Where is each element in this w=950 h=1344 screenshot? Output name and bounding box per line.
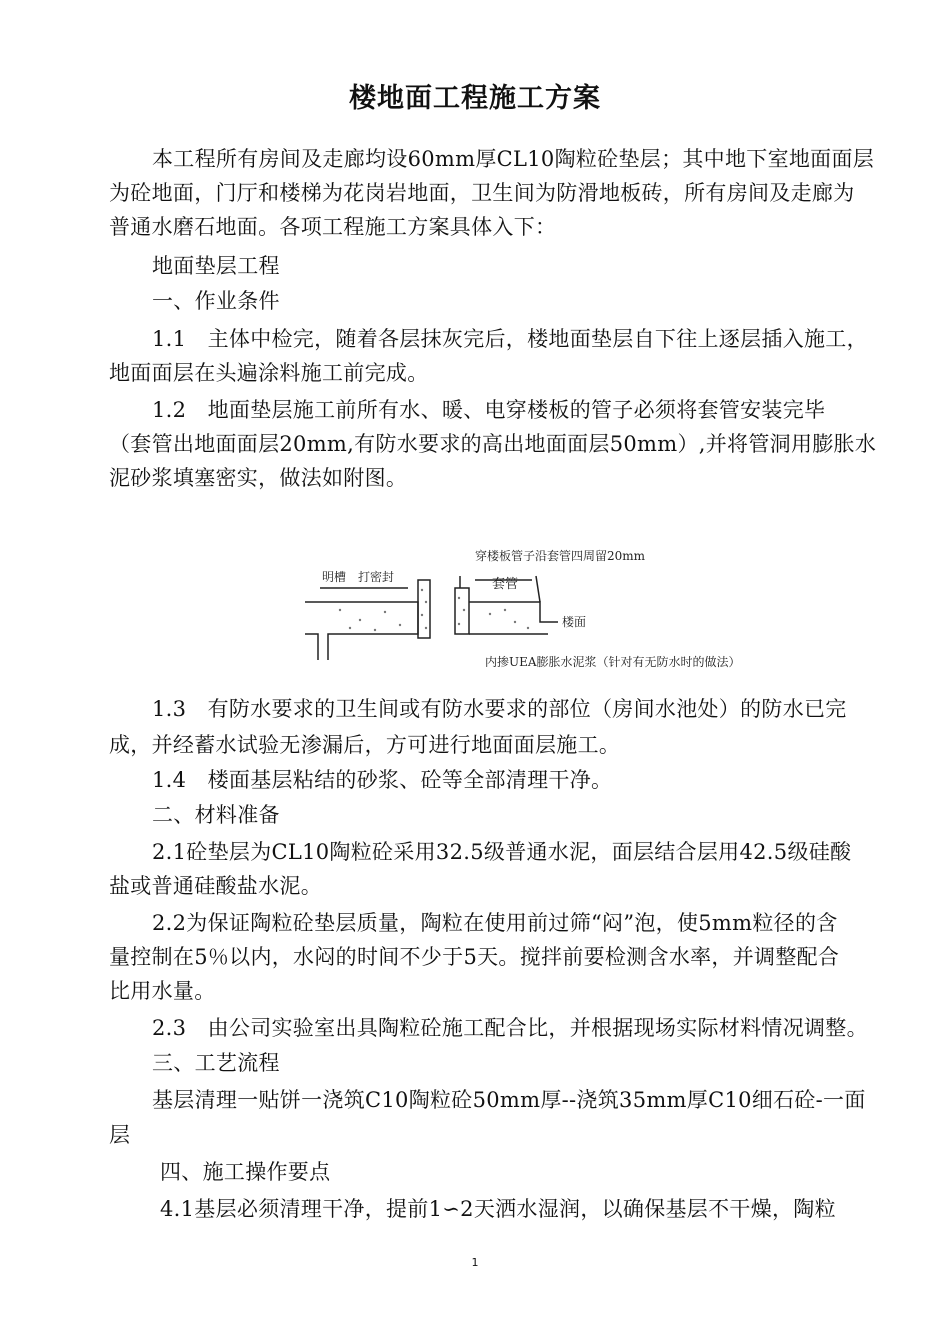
figure-caption-top: 穿楼板管子沿套管四周留20mm (475, 549, 646, 563)
figure-label-left: 明槽 打密封 (322, 570, 395, 584)
paragraph-line: 本工程所有房间及走廊均设60mm厚CL10陶粒砼垫层；其中地下室地面面层 (152, 147, 875, 171)
figure-caption-bottom: 内掺UEA膨胀水泥浆（针对有无防水时的做法） (485, 655, 741, 669)
paragraph-line: 2.3 由公司实验室出具陶粒砼施工配合比，并根据现场实际材料情况调整。 (152, 1016, 868, 1040)
paragraph-line: 1.4 楼面基层粘结的砂浆、砼等全部清理干净。 (152, 768, 613, 792)
paragraph-line: （套管出地面面层20mm,有防水要求的高出地面面层50mm）,并将管洞用膨胀水 (109, 432, 877, 456)
pipe-sleeve-diagram (300, 540, 780, 675)
paragraph-line: 层 (109, 1123, 131, 1147)
section-heading: 三、工艺流程 (152, 1051, 280, 1075)
page-title: 楼地面工程施工方案 (349, 83, 601, 114)
paragraph-line: 普通水磨石地面。各项工程施工方案具体入下： (109, 215, 557, 239)
paragraph-line: 2.1砼垫层为CL10陶粒砼采用32.5级普通水泥，面层结合层用42.5级硅酸 (152, 840, 852, 864)
paragraph-line: 量控制在5％以内，水闷的时间不少于5天。搅拌前要检测含水率，并调整配合 (109, 945, 840, 969)
paragraph-line: 为砼地面，门厅和楼梯为花岗岩地面，卫生间为防滑地板砖，所有房间及走廊为 (109, 181, 855, 205)
paragraph-line: 地面面层在头遍涂料施工前完成。 (109, 361, 429, 385)
section-heading: 四、施工操作要点 (160, 1160, 331, 1184)
paragraph-line: 盐或普通硅酸盐水泥。 (109, 874, 322, 898)
paragraph-line: 泥砂浆填塞密实，做法如附图。 (109, 466, 408, 490)
paragraph-line: 1.2 地面垫层施工前所有水、暖、电穿楼板的管子必须将套管安装完毕 (152, 398, 826, 422)
figure-label-floor: 楼面 (562, 615, 587, 629)
paragraph-line: 基层清理一贴饼一浇筑C10陶粒砼50mm厚--浇筑35mm厚C10细石砼-一面 (152, 1088, 866, 1112)
figure-label-sleeve: 套管 (492, 577, 519, 592)
paragraph-line: 2.2为保证陶粒砼垫层质量，陶粒在使用前过筛“闷”泡，使5mm粒径的含 (152, 911, 838, 935)
paragraph-line: 1.3 有防水要求的卫生间或有防水要求的部位（房间水池处）的防水已完 (152, 697, 847, 721)
paragraph-line: 比用水量。 (109, 979, 216, 1003)
section-heading: 地面垫层工程 (152, 254, 280, 278)
page-number: 1 (471, 1256, 479, 1269)
section-heading: 二、材料准备 (152, 803, 280, 827)
paragraph-line: 1.1 主体中检完，随着各层抹灰完后，楼地面垫层自下往上逐层插入施工， (152, 327, 868, 351)
paragraph-line: 成，并经蓄水试验无渗漏后，方可进行地面面层施工。 (109, 733, 621, 757)
section-heading: 一、作业条件 (152, 289, 280, 313)
paragraph-line: 4.1基层必须清理干净，提前1∽2天洒水湿润，以确保基层不干燥，陶粒 (160, 1197, 836, 1221)
